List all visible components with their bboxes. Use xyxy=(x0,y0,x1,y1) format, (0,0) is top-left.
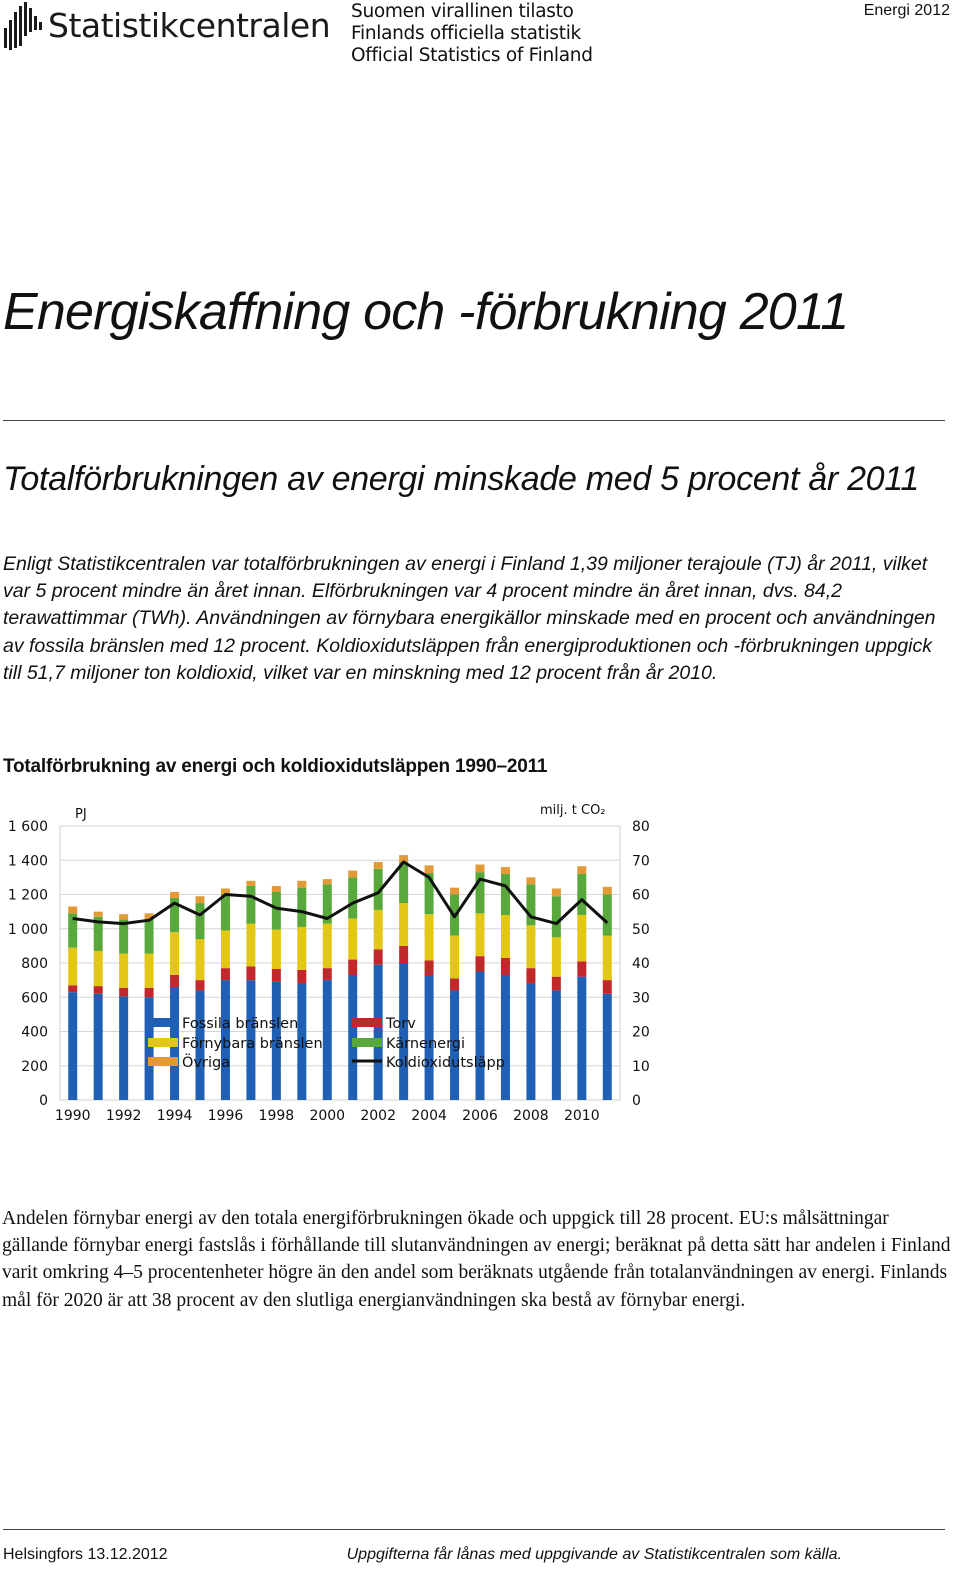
x-tick-label: 1994 xyxy=(156,1108,193,1124)
official-statistics-label xyxy=(351,1,593,67)
bar-segment xyxy=(501,975,510,1100)
bar-segment xyxy=(603,994,612,1100)
y-right-tick-label: 20 xyxy=(632,1024,650,1041)
bar-segment xyxy=(145,997,154,1100)
bar-segment xyxy=(119,996,128,1100)
bar-segment xyxy=(297,970,306,984)
bar-segment xyxy=(577,961,586,976)
bar-segment xyxy=(119,988,128,997)
bar-segment xyxy=(552,977,561,991)
y-right-tick-label: 80 xyxy=(632,819,650,835)
bar-segment xyxy=(374,862,383,869)
bar-segment xyxy=(348,960,357,975)
bar-segment xyxy=(577,866,586,874)
bar-segment xyxy=(526,877,535,884)
bar-segment xyxy=(323,924,332,969)
bar-segment xyxy=(272,886,281,892)
bar-segment xyxy=(221,895,230,931)
chart-title: Totalförbrukning av energi och koldioxidutsläppen 1990–2011 xyxy=(3,756,548,777)
bar-segment xyxy=(552,937,561,976)
x-tick-label: 1990 xyxy=(54,1108,91,1124)
legend-label: Förnybara bränslen xyxy=(182,1036,323,1052)
bar-segment xyxy=(476,956,485,971)
bar-segment xyxy=(119,954,128,988)
bar-segment xyxy=(476,913,485,956)
y-left-tick-label: 0 xyxy=(39,1093,48,1109)
y-right-tick-label: 0 xyxy=(632,1093,641,1109)
lead-paragraph: Enligt Statistikcentralen var totalförbrukningen av energi i Finland 1,39 miljoner terajoule (TJ) år 2011, vilket var 5 procent mindre än året innan. Elförbrukningen var 4 procent mindre än året innan, dvs. 84,2 terawattimmar (TWh). Användningen av förnybara energikällor minskade med en procent och användningen av fossila bränslen med 12 procent. Koldioxidutsläppen från energiproduktionen och -förbrukningen uppgick till 51,7 miljoner ton koldioxid, vilket var en minskning med 12 procent från år 2010. xyxy=(3,553,936,684)
org-name: Statistikcentralen xyxy=(48,6,331,45)
legend-label: Kärnenergi xyxy=(386,1036,466,1052)
official-line-fi: Suomen virallinen tilasto xyxy=(351,1,574,22)
bar-segment xyxy=(348,877,357,918)
bar-segment xyxy=(196,980,205,990)
body-paragraph: Andelen förnybar energi av den totala energiförbrukningen ökade och uppgick till 28 procent. EU:s målsättningar gällande förnybar energi fastslås i förhållande till slutanvändningen av energi; beräknat på detta sätt har andelen i Finland varit omkring 4–5 procentenheter högre än den andel som beräknats utgående från totalanvändningen av energi. Finlands mål för 2020 är att 38 procent av den slutliga energianvändningen ska bestå av förnybar energi. xyxy=(2,1208,951,1311)
x-tick-label: 2008 xyxy=(513,1108,549,1124)
bar-segment xyxy=(323,879,332,884)
bar-segment xyxy=(501,958,510,975)
y-left-unit-label: PJ xyxy=(75,807,87,822)
bar-segment xyxy=(450,978,459,990)
bar-segment xyxy=(221,968,230,980)
bar-segment xyxy=(526,925,535,968)
bar-segment xyxy=(170,932,179,975)
bar-segment xyxy=(246,881,255,886)
bar-segment xyxy=(577,915,586,961)
y-left-tick-label: 400 xyxy=(21,1024,48,1041)
bar-segment xyxy=(170,975,179,987)
bar-segment xyxy=(246,924,255,967)
legend-swatch xyxy=(352,1038,382,1047)
legend-swatch xyxy=(148,1057,178,1066)
x-tick-label: 2000 xyxy=(309,1108,346,1124)
x-tick-label: 1998 xyxy=(258,1108,295,1124)
bar-segment xyxy=(552,990,561,1100)
bar-segment xyxy=(425,960,434,975)
y-right-tick-label: 40 xyxy=(632,956,650,972)
bar-segment xyxy=(501,874,510,915)
bar-segment xyxy=(272,969,281,982)
bar-segment xyxy=(399,903,408,946)
bar-segment xyxy=(476,865,485,873)
y-right-tick-label: 70 xyxy=(632,853,650,870)
y-right-tick-label: 10 xyxy=(632,1058,650,1075)
bar-segment xyxy=(374,949,383,964)
bar-segment xyxy=(348,975,357,1100)
statistikcentralen-logo-icon xyxy=(2,2,54,54)
bar-segment xyxy=(348,871,357,878)
page-header xyxy=(0,0,960,70)
bar-segment xyxy=(68,992,77,1100)
footer-divider xyxy=(3,1529,945,1530)
y-left-tick-label: 1 000 xyxy=(7,921,48,938)
legend-label: Övriga xyxy=(182,1055,231,1071)
x-tick-label: 2010 xyxy=(563,1108,600,1124)
x-tick-label: 2006 xyxy=(462,1108,498,1124)
legend-swatch xyxy=(148,1018,178,1027)
bar-segment xyxy=(94,986,103,994)
bar-segment xyxy=(374,910,383,949)
section-subtitle: Totalförbrukningen av energi minskade med 5 procent år 2011 xyxy=(3,460,919,498)
bar-segment xyxy=(272,892,281,930)
bar-segment xyxy=(94,994,103,1100)
bar-segment xyxy=(425,865,434,873)
y-left-tick-label: 1 600 xyxy=(7,819,48,835)
x-tick-label: 2004 xyxy=(411,1108,447,1124)
legend-swatch xyxy=(148,1038,178,1047)
publication-tag: Energi 2012 xyxy=(863,2,950,19)
bar-segment xyxy=(450,888,459,895)
y-left-tick-label: 1 400 xyxy=(7,853,48,870)
bar-segment xyxy=(246,966,255,980)
y-left-tick-label: 600 xyxy=(21,990,48,1007)
bar-segment xyxy=(323,980,332,1100)
y-right-tick-label: 30 xyxy=(632,990,650,1007)
bar-segment xyxy=(196,939,205,980)
bar-segment xyxy=(526,984,535,1100)
bar-segment xyxy=(374,965,383,1100)
y-left-tick-label: 800 xyxy=(21,956,48,972)
y-left-tick-label: 200 xyxy=(21,1058,48,1075)
y-right-tick-label: 50 xyxy=(632,921,650,938)
bar-segment xyxy=(603,936,612,981)
bar-segment xyxy=(577,874,586,915)
x-tick-label: 1996 xyxy=(207,1108,244,1124)
bar-segment xyxy=(145,919,154,953)
bar-segment xyxy=(476,972,485,1100)
bar-segment xyxy=(501,867,510,874)
legend-label: Koldioxidutsläpp xyxy=(386,1055,505,1071)
bar-segment xyxy=(221,930,230,968)
energy-co2-chart xyxy=(0,790,650,1135)
bar-segment xyxy=(399,946,408,963)
bar-segment xyxy=(94,912,103,917)
y-left-tick-label: 1 200 xyxy=(7,887,48,904)
legend-label: Fossila bränslen xyxy=(182,1016,299,1032)
bar-segment xyxy=(145,988,154,997)
y-right-unit-label: milj. t CO₂ xyxy=(540,803,606,818)
bar-segment xyxy=(526,968,535,983)
x-tick-label: 2002 xyxy=(360,1108,397,1124)
footer-source-note: Uppgifterna får lånas med uppgivande av Statistikcentralen som källa. xyxy=(346,1546,842,1563)
bar-segment xyxy=(145,954,154,988)
page-title: Energiskaffning och -förbrukning 2011 xyxy=(3,283,849,341)
bar-segment xyxy=(603,895,612,936)
bar-segment xyxy=(94,951,103,986)
y-right-tick-label: 60 xyxy=(632,887,650,904)
legend-label: Torv xyxy=(386,1016,416,1032)
bar-segment xyxy=(552,896,561,937)
chart-grid xyxy=(60,826,620,1100)
bar-segment xyxy=(577,977,586,1100)
bar-segment xyxy=(552,889,561,897)
bar-segment xyxy=(501,915,510,958)
bar-segment xyxy=(297,927,306,970)
bar-segment xyxy=(196,896,205,903)
bar-segment xyxy=(68,948,77,986)
bar-segment xyxy=(425,914,434,960)
bar-segment xyxy=(246,886,255,924)
bar-segment xyxy=(603,887,612,895)
bar-segment xyxy=(450,936,459,979)
bar-segment xyxy=(119,914,128,919)
title-divider xyxy=(3,420,945,421)
official-line-en: Official Statistics of Finland xyxy=(351,45,593,66)
footer-place-date: Helsingfors 13.12.2012 xyxy=(3,1546,168,1563)
bar-segment xyxy=(170,892,179,898)
bar-segment xyxy=(272,930,281,969)
bar-segment xyxy=(68,985,77,992)
bar-segment xyxy=(68,906,77,913)
bar-segment xyxy=(297,888,306,927)
official-line-sv: Finlands officiella statistik xyxy=(351,23,581,44)
bar-segment xyxy=(348,918,357,959)
bar-segment xyxy=(603,980,612,994)
bar-segment xyxy=(196,903,205,939)
x-tick-label: 1992 xyxy=(105,1108,142,1124)
bar-segment xyxy=(297,881,306,888)
legend-swatch xyxy=(352,1018,382,1027)
bar-segment xyxy=(323,968,332,980)
